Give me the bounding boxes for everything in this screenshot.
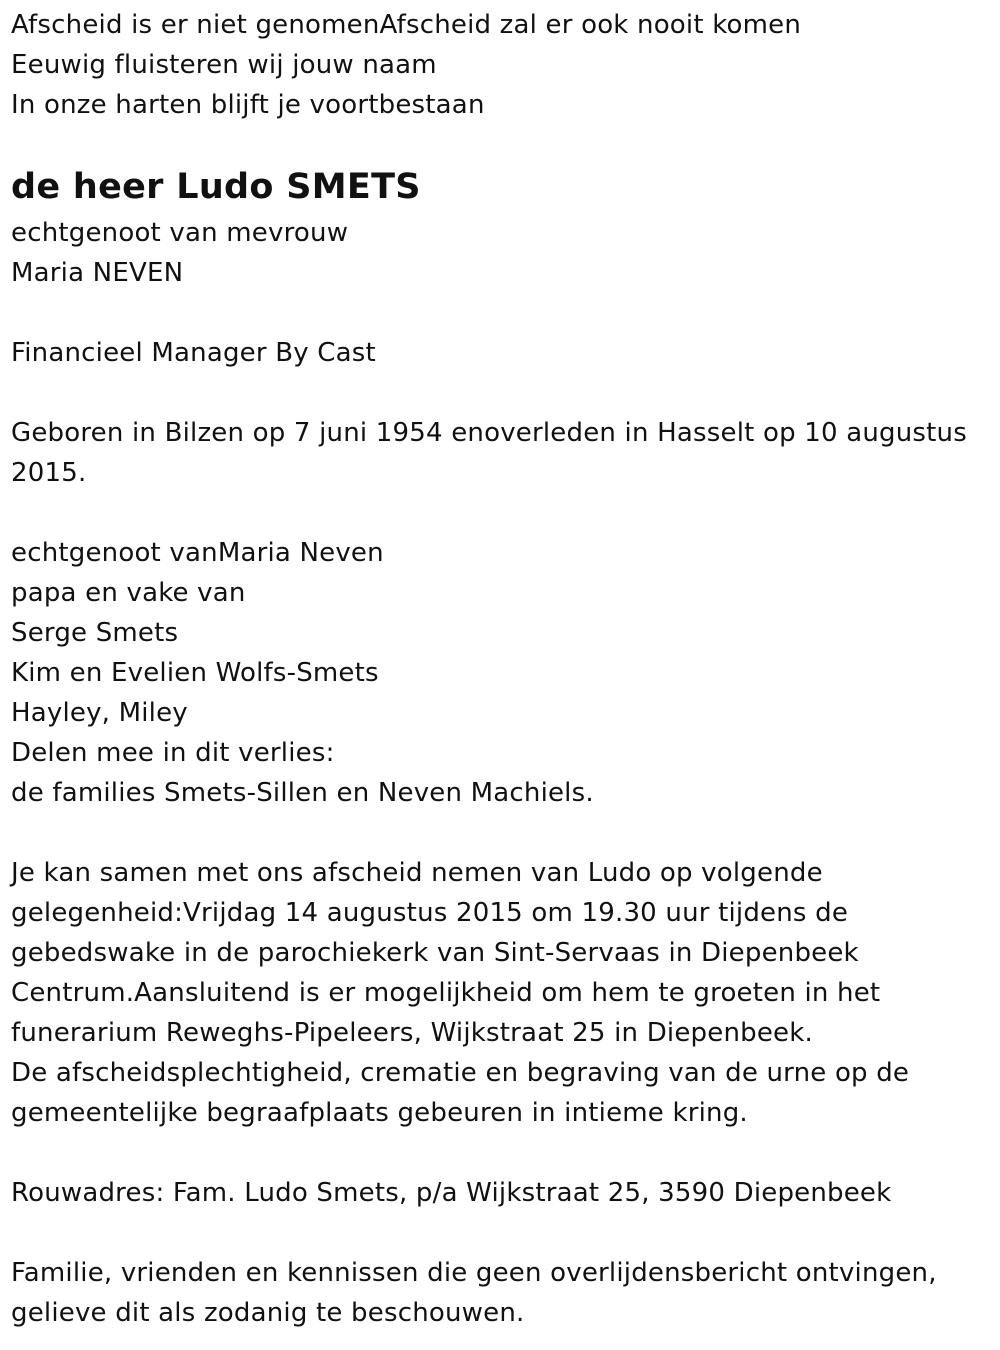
occupation: Financieel Manager By Cast [11, 338, 376, 368]
verse-line: In onze harten blijft je voortbestaan [11, 90, 485, 120]
family-line: Hayley, Miley [11, 698, 188, 728]
ceremony-line: gelegenheid:Vrijdag 14 augustus 2015 om 19.30 uur tijdens de [11, 898, 849, 928]
verse-line: Afscheid is er niet genomenAfscheid zal er ook nooit komen [11, 10, 802, 40]
ceremony-line: Centrum.Aansluitend is er mogelijkheid om hem te groeten in het [11, 978, 881, 1008]
family-line: echtgenoot vanMaria Neven [11, 538, 384, 568]
verse-line: Eeuwig fluisteren wij jouw naam [11, 50, 437, 80]
spouse-line: Maria NEVEN [11, 258, 184, 288]
birth-death-line: Geboren in Bilzen op 7 juni 1954 enoverleden in Hasselt op 10 augustus [11, 418, 967, 448]
ceremony-line: De afscheidsplechtigheid, crematie en begraving van de urne op de [11, 1058, 910, 1088]
birth-death-line: 2015. [11, 458, 87, 488]
ceremony-line: gebedswake in de parochiekerk van Sint-Servaas in Diepenbeek [11, 938, 859, 968]
family-line: Kim en Evelien Wolfs-Smets [11, 658, 379, 688]
family-line: papa en vake van [11, 578, 246, 608]
spouse-line: echtgenoot van mevrouw [11, 218, 349, 248]
closing-line: Familie, vrienden en kennissen die geen overlijdensbericht ontvingen, [11, 1258, 937, 1288]
family-line: Serge Smets [11, 618, 179, 648]
family-line: Delen mee in dit verlies: [11, 738, 335, 768]
ceremony-line: funerarium Reweghs-Pipeleers, Wijkstraat 25 in Diepenbeek. [11, 1018, 813, 1048]
ceremony-line: gemeentelijke begraafplaats gebeuren in intieme kring. [11, 1098, 748, 1128]
deceased-name: de heer Ludo SMETS [11, 167, 421, 207]
ceremony-line: Je kan samen met ons afscheid nemen van Ludo op volgende [11, 858, 823, 888]
mourning-address: Rouwadres: Fam. Ludo Smets, p/a Wijkstraat 25, 3590 Diepenbeek [11, 1178, 892, 1208]
family-line: de families Smets-Sillen en Neven Machiels. [11, 778, 594, 808]
closing-line: gelieve dit als zodanig te beschouwen. [11, 1298, 525, 1328]
